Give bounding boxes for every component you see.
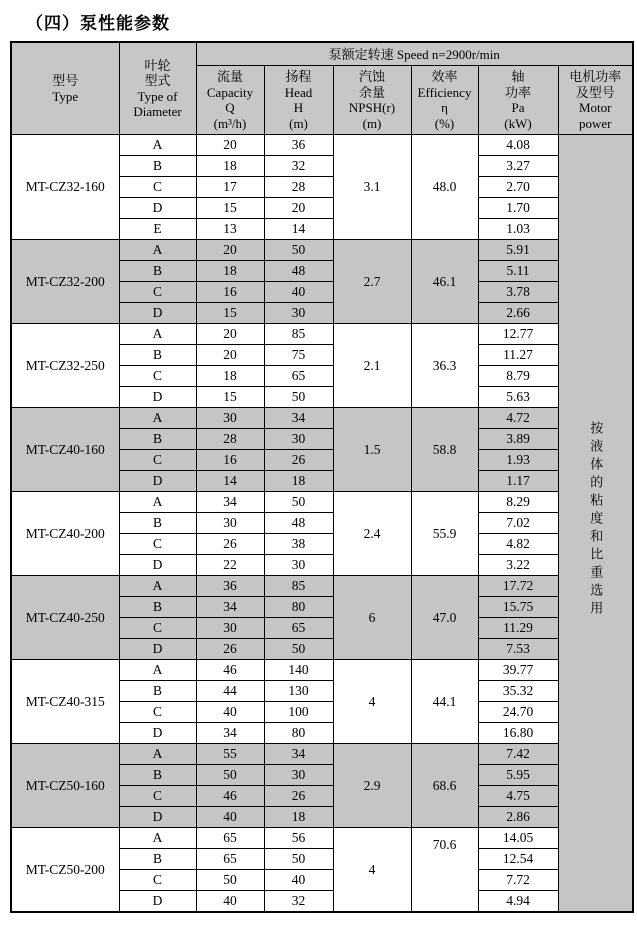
model-cell: MT-CZ32-160	[11, 135, 119, 240]
shaft-power-cell: 7.42	[478, 744, 558, 765]
shaft-power-cell: 7.72	[478, 870, 558, 891]
capacity-cell: 65	[196, 849, 264, 870]
capacity-cell: 26	[196, 534, 264, 555]
head-cell: 26	[264, 450, 333, 471]
impeller-type-cell: A	[119, 135, 196, 156]
head-cell: 32	[264, 891, 333, 913]
col-header-efficiency-line: (%)	[434, 115, 455, 131]
head-cell: 75	[264, 345, 333, 366]
shaft-power-cell: 12.77	[478, 324, 558, 345]
table-row	[11, 492, 633, 513]
capacity-cell: 30	[196, 408, 264, 429]
efficiency-value: 48.0	[432, 179, 457, 194]
impeller-type-cell: C	[119, 177, 196, 198]
capacity-cell: 20	[196, 240, 264, 261]
col-header-npsh-line: 汽蚀	[358, 69, 385, 84]
head-cell: 30	[264, 429, 333, 450]
shaft-power-cell: 14.05	[478, 828, 558, 849]
efficiency-cell	[411, 135, 478, 240]
shaft-power-cell: 35.32	[478, 681, 558, 702]
model-cell: MT-CZ40-160	[11, 408, 119, 492]
head-cell: 34	[264, 744, 333, 765]
capacity-cell: 16	[196, 450, 264, 471]
shaft-power-cell: 39.77	[478, 660, 558, 681]
col-header-model	[11, 42, 119, 135]
efficiency-value: 47.0	[432, 609, 457, 625]
capacity-cell: 44	[196, 681, 264, 702]
head-cell: 36	[264, 135, 333, 156]
efficiency-cell	[411, 492, 478, 576]
capacity-cell: 50	[196, 765, 264, 786]
npsh-cell: 2.9	[333, 744, 411, 828]
shaft-power-cell: 12.54	[478, 849, 558, 870]
col-header-motor-power-line: Motor	[579, 100, 612, 115]
col-header-head-line: 扬程	[285, 69, 312, 84]
col-header-efficiency	[411, 66, 478, 135]
table-row	[11, 744, 633, 765]
npsh-cell: 4	[333, 660, 411, 744]
motor-selection-note: 按液体的粘度和比重选用	[588, 421, 604, 619]
table-row	[11, 408, 633, 429]
col-header-head-line: (m)	[289, 115, 308, 131]
model-cell: MT-CZ40-315	[11, 660, 119, 744]
capacity-cell: 20	[196, 135, 264, 156]
shaft-power-cell: 8.79	[478, 366, 558, 387]
impeller-type-cell: D	[119, 387, 196, 408]
npsh-cell: 2.4	[333, 492, 411, 576]
col-header-efficiency-line: Efficiency	[417, 84, 472, 100]
shaft-power-cell: 4.08	[478, 135, 558, 156]
model-cell: MT-CZ32-200	[11, 240, 119, 324]
impeller-type-cell: C	[119, 618, 196, 639]
efficiency-value: 55.9	[432, 525, 457, 541]
pump-performance-table	[10, 41, 634, 913]
capacity-cell: 18	[196, 366, 264, 387]
impeller-type-cell: B	[119, 345, 196, 366]
col-header-efficiency-line: η	[441, 100, 448, 115]
efficiency-cell	[411, 744, 478, 828]
shaft-power-cell: 7.53	[478, 639, 558, 660]
head-cell: 40	[264, 282, 333, 303]
impeller-type-cell: B	[119, 849, 196, 870]
shaft-power-cell: 3.89	[478, 429, 558, 450]
col-header-capacity-line: Capacity	[206, 84, 254, 100]
col-header-impeller-line: 型式	[144, 73, 171, 88]
head-cell: 80	[264, 597, 333, 618]
shaft-power-cell: 4.72	[478, 408, 558, 429]
col-header-impeller-line: Diameter	[133, 104, 182, 119]
shaft-power-cell: 3.22	[478, 555, 558, 576]
shaft-power-cell: 5.95	[478, 765, 558, 786]
shaft-power-cell: 11.27	[478, 345, 558, 366]
head-cell: 28	[264, 177, 333, 198]
impeller-type-cell: A	[119, 828, 196, 849]
head-cell: 80	[264, 723, 333, 744]
col-header-shaft-power-line: 轴	[511, 69, 525, 84]
impeller-type-cell: C	[119, 870, 196, 891]
table-row	[11, 576, 633, 597]
shaft-power-cell: 2.66	[478, 303, 558, 324]
impeller-type-cell: B	[119, 597, 196, 618]
model-cell: MT-CZ50-200	[11, 828, 119, 913]
efficiency-cell	[411, 660, 478, 744]
impeller-type-cell: D	[119, 471, 196, 492]
shaft-power-cell: 4.75	[478, 786, 558, 807]
head-cell: 50	[264, 849, 333, 870]
header-rated-speed: 泵额定转速 Speed n=2900r/min	[196, 42, 633, 66]
head-cell: 18	[264, 807, 333, 828]
head-cell: 48	[264, 513, 333, 534]
capacity-cell: 30	[196, 618, 264, 639]
model-cell: MT-CZ50-160	[11, 744, 119, 828]
table-row	[11, 828, 633, 849]
col-header-motor-power-line: 及型号	[575, 84, 615, 100]
page-title: （四）泵性能参数	[26, 14, 170, 33]
head-cell: 50	[264, 492, 333, 513]
head-cell: 85	[264, 576, 333, 597]
shaft-power-cell: 2.86	[478, 807, 558, 828]
col-header-efficiency-line: 效率	[431, 69, 458, 84]
col-header-motor-power-line: 电机功率	[569, 69, 622, 84]
head-cell: 40	[264, 870, 333, 891]
impeller-type-cell: C	[119, 534, 196, 555]
capacity-cell: 36	[196, 576, 264, 597]
capacity-cell: 14	[196, 471, 264, 492]
efficiency-value: 58.8	[432, 441, 457, 457]
motor-note-cell	[558, 135, 633, 913]
col-header-capacity-line: 流量	[216, 69, 243, 84]
impeller-type-cell: D	[119, 198, 196, 219]
impeller-type-cell: D	[119, 639, 196, 660]
impeller-type-cell: A	[119, 744, 196, 765]
shaft-power-cell: 8.29	[478, 492, 558, 513]
capacity-cell: 22	[196, 555, 264, 576]
shaft-power-cell: 7.02	[478, 513, 558, 534]
impeller-type-cell: B	[119, 429, 196, 450]
head-cell: 50	[264, 387, 333, 408]
impeller-type-cell: C	[119, 282, 196, 303]
shaft-power-cell: 24.70	[478, 702, 558, 723]
col-header-impeller	[119, 42, 196, 135]
capacity-cell: 17	[196, 177, 264, 198]
head-cell: 50	[264, 639, 333, 660]
efficiency-cell	[411, 240, 478, 324]
efficiency-cell	[411, 828, 478, 913]
npsh-cell: 1.5	[333, 408, 411, 492]
capacity-cell: 15	[196, 198, 264, 219]
table-row	[11, 135, 633, 156]
table-header	[11, 42, 633, 135]
efficiency-cell	[411, 324, 478, 408]
shaft-power-cell: 5.91	[478, 240, 558, 261]
impeller-type-cell: C	[119, 786, 196, 807]
efficiency-value: 46.1	[432, 273, 457, 289]
col-header-capacity	[196, 66, 264, 135]
shaft-power-cell: 1.17	[478, 471, 558, 492]
capacity-cell: 18	[196, 156, 264, 177]
head-cell: 38	[264, 534, 333, 555]
shaft-power-cell: 3.27	[478, 156, 558, 177]
table-row	[11, 324, 633, 345]
capacity-cell: 40	[196, 702, 264, 723]
col-header-shaft-power-line: (kW)	[504, 115, 532, 131]
efficiency-value: 70.6	[432, 837, 457, 852]
impeller-type-cell: A	[119, 408, 196, 429]
efficiency-value: 36.3	[432, 357, 457, 373]
col-header-motor-power	[558, 66, 633, 135]
col-header-impeller-line: Type of	[137, 88, 178, 104]
head-cell: 32	[264, 156, 333, 177]
npsh-cell: 2.1	[333, 324, 411, 408]
head-cell: 48	[264, 261, 333, 282]
shaft-power-cell: 1.93	[478, 450, 558, 471]
head-cell: 30	[264, 303, 333, 324]
capacity-cell: 28	[196, 429, 264, 450]
shaft-power-cell: 17.72	[478, 576, 558, 597]
head-cell: 14	[264, 219, 333, 240]
impeller-type-cell: B	[119, 156, 196, 177]
table-row	[11, 240, 633, 261]
model-cell: MT-CZ40-200	[11, 492, 119, 576]
capacity-cell: 34	[196, 492, 264, 513]
shaft-power-cell: 5.63	[478, 387, 558, 408]
col-header-npsh-line: NPSH(r)	[348, 100, 396, 115]
capacity-cell: 65	[196, 828, 264, 849]
head-cell: 140	[264, 660, 333, 681]
capacity-cell: 40	[196, 891, 264, 913]
capacity-cell: 55	[196, 744, 264, 765]
impeller-type-cell: E	[119, 219, 196, 240]
col-header-motor-power-line: power	[579, 115, 612, 131]
capacity-cell: 15	[196, 303, 264, 324]
col-header-head	[264, 66, 333, 135]
impeller-type-cell: A	[119, 240, 196, 261]
head-cell: 65	[264, 366, 333, 387]
impeller-type-cell: C	[119, 702, 196, 723]
capacity-cell: 13	[196, 219, 264, 240]
shaft-power-cell: 4.82	[478, 534, 558, 555]
col-header-shaft-power-line: 功率	[504, 84, 531, 100]
head-cell: 18	[264, 471, 333, 492]
col-header-shaft-power-line: Pa	[511, 100, 525, 115]
efficiency-value: 44.1	[432, 693, 457, 709]
efficiency-cell	[411, 576, 478, 660]
head-cell: 56	[264, 828, 333, 849]
table-body	[11, 135, 633, 913]
impeller-type-cell: C	[119, 450, 196, 471]
npsh-cell: 2.7	[333, 240, 411, 324]
impeller-type-cell: B	[119, 261, 196, 282]
head-cell: 85	[264, 324, 333, 345]
col-header-npsh-line: 余量	[358, 84, 385, 100]
capacity-cell: 16	[196, 282, 264, 303]
impeller-type-cell: D	[119, 555, 196, 576]
shaft-power-cell: 1.70	[478, 198, 558, 219]
col-header-head-line: H	[293, 100, 304, 115]
impeller-type-cell: D	[119, 807, 196, 828]
impeller-type-cell: A	[119, 576, 196, 597]
impeller-type-cell: B	[119, 681, 196, 702]
header-row-speed	[11, 42, 633, 66]
capacity-cell: 40	[196, 807, 264, 828]
head-cell: 34	[264, 408, 333, 429]
shaft-power-cell: 16.80	[478, 723, 558, 744]
capacity-cell: 26	[196, 639, 264, 660]
impeller-type-cell: A	[119, 324, 196, 345]
capacity-cell: 34	[196, 597, 264, 618]
impeller-type-cell: D	[119, 303, 196, 324]
col-header-capacity-line: Q	[225, 100, 235, 115]
capacity-cell: 46	[196, 660, 264, 681]
impeller-type-cell: B	[119, 513, 196, 534]
efficiency-cell	[411, 408, 478, 492]
shaft-power-cell: 15.75	[478, 597, 558, 618]
shaft-power-cell: 1.03	[478, 219, 558, 240]
capacity-cell: 30	[196, 513, 264, 534]
npsh-cell: 6	[333, 576, 411, 660]
head-cell: 30	[264, 765, 333, 786]
col-header-model-cn: 型号	[52, 73, 79, 88]
shaft-power-cell: 3.78	[478, 282, 558, 303]
head-cell: 100	[264, 702, 333, 723]
shaft-power-cell: 4.94	[478, 891, 558, 913]
table-row	[11, 660, 633, 681]
head-cell: 20	[264, 198, 333, 219]
capacity-cell: 18	[196, 261, 264, 282]
shaft-power-cell: 5.11	[478, 261, 558, 282]
head-cell: 50	[264, 240, 333, 261]
capacity-cell: 50	[196, 870, 264, 891]
col-header-capacity-line: (m³/h)	[213, 115, 247, 131]
shaft-power-cell: 2.70	[478, 177, 558, 198]
impeller-type-cell: A	[119, 660, 196, 681]
impeller-type-cell: A	[119, 492, 196, 513]
col-header-model-en: Type	[52, 88, 79, 104]
head-cell: 30	[264, 555, 333, 576]
model-cell: MT-CZ32-250	[11, 324, 119, 408]
model-cell: MT-CZ40-250	[11, 576, 119, 660]
head-cell: 130	[264, 681, 333, 702]
impeller-type-cell: B	[119, 765, 196, 786]
npsh-cell: 4	[333, 828, 411, 913]
efficiency-value: 68.6	[432, 777, 457, 793]
head-cell: 26	[264, 786, 333, 807]
col-header-shaft-power	[478, 66, 558, 135]
col-header-npsh	[333, 66, 411, 135]
head-cell: 65	[264, 618, 333, 639]
col-header-head-line: Head	[284, 84, 313, 100]
capacity-cell: 20	[196, 345, 264, 366]
impeller-type-cell: D	[119, 723, 196, 744]
capacity-cell: 15	[196, 387, 264, 408]
impeller-type-cell: D	[119, 891, 196, 913]
col-header-impeller-line: 叶轮	[144, 57, 171, 73]
npsh-cell: 3.1	[333, 135, 411, 240]
shaft-power-cell: 11.29	[478, 618, 558, 639]
capacity-cell: 34	[196, 723, 264, 744]
capacity-cell: 46	[196, 786, 264, 807]
col-header-npsh-line: (m)	[362, 115, 382, 131]
capacity-cell: 20	[196, 324, 264, 345]
impeller-type-cell: C	[119, 366, 196, 387]
